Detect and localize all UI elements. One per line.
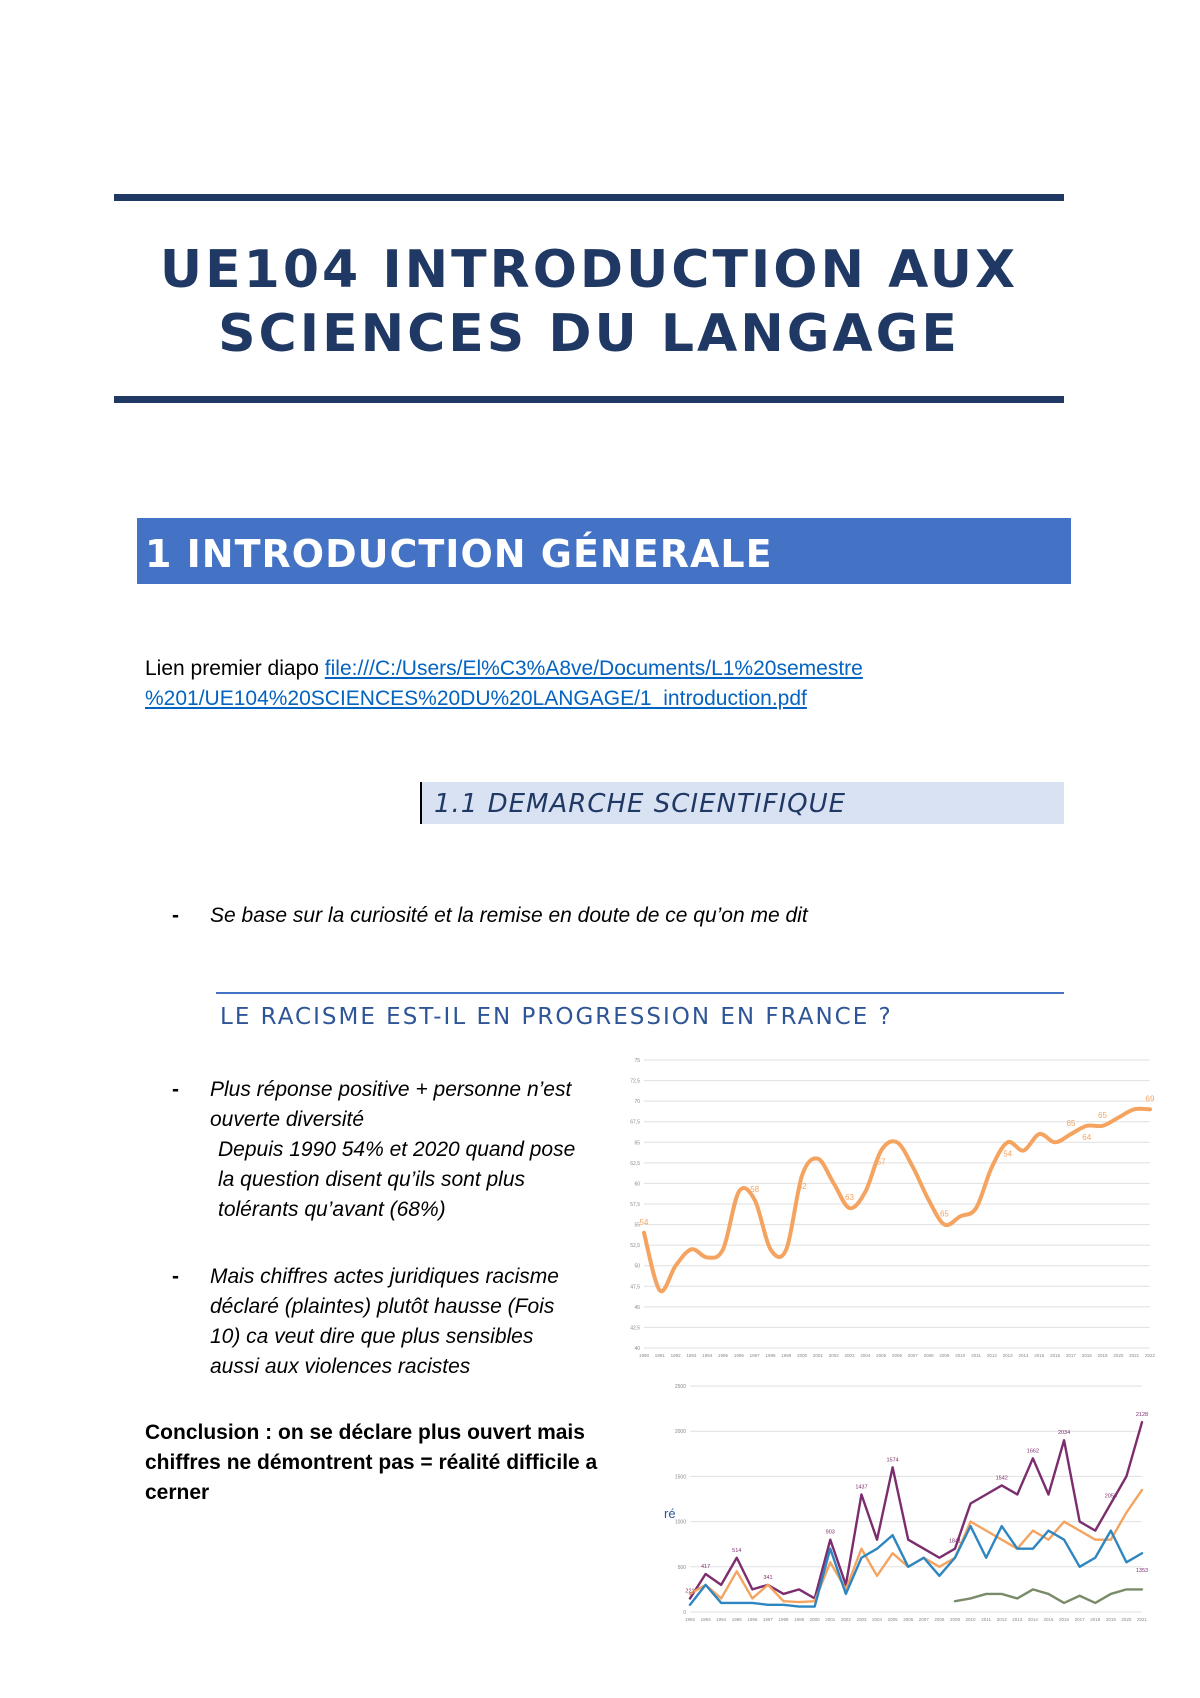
bullet-curiosity-text: Se base sur la curiosité et la remise en doute de ce qu’on me dit (210, 904, 808, 927)
series-line (644, 1109, 1150, 1291)
complaints-line-chart (660, 1380, 1150, 1630)
data-label: 54 (1003, 1149, 1013, 1159)
data-label: 1841 (948, 1538, 962, 1545)
bottom-rule (114, 396, 1064, 403)
y-tick-label: 57,5 (630, 1202, 640, 1208)
x-tick-label: 2019 (1097, 1353, 1108, 1358)
y-tick-label: 65 (634, 1140, 640, 1147)
series-line (690, 1422, 1142, 1598)
y-tick-label: 55 (634, 1222, 640, 1229)
data-label: 65 (939, 1209, 949, 1219)
x-tick-label: 2020 (1113, 1353, 1124, 1358)
x-tick-label: 1995 (718, 1353, 729, 1358)
x-tick-label: 2005 (887, 1617, 898, 1622)
data-label: 57 (876, 1157, 886, 1167)
x-tick-label: 2011 (971, 1353, 981, 1358)
data-label: 65 (1066, 1119, 1076, 1129)
x-tick-label: 2004 (860, 1353, 871, 1358)
bullet-positive-line-3: Depuis 1990 54% et 2020 quand pose (218, 1138, 576, 1161)
x-tick-label: 1994 (702, 1353, 713, 1358)
x-tick-label: 2016 (1059, 1617, 1070, 1622)
data-label: 2128 (1135, 1412, 1149, 1419)
x-tick-label: 2006 (891, 1353, 903, 1358)
x-tick-label: 2015 (1034, 1353, 1045, 1358)
y-tick-label: 62,5 (630, 1160, 640, 1167)
bullet-dash: - (172, 1265, 179, 1288)
conclusion-line-1: Conclusion : on se déclare plus ouvert mais (145, 1421, 585, 1444)
x-tick-label: 2003 (844, 1353, 855, 1358)
y-tick-label: 47,5 (630, 1284, 640, 1291)
x-tick-label: 2010 (965, 1617, 976, 1622)
x-tick-label: 2001 (825, 1617, 836, 1622)
x-tick-label: 1994 (716, 1617, 727, 1622)
data-label: 64 (1082, 1132, 1092, 1142)
subheading-racisme: LE RACISME EST-IL EN PROGRESSION EN FRANCE ? (220, 1004, 893, 1030)
bullet-chiffres-line-1: Mais chiffres actes juridiques racisme (210, 1265, 559, 1288)
tolerance-line-chart (612, 1052, 1158, 1370)
y-tick-label: 0 (683, 1610, 686, 1616)
bullet-curiosity (172, 901, 808, 931)
x-tick-label: 2005 (876, 1353, 887, 1358)
x-tick-label: 1992 (670, 1353, 681, 1358)
conclusion-line-2: chiffres ne démontrent pas = réalité difficile a (145, 1451, 598, 1474)
data-label: 65 (1098, 1110, 1108, 1120)
series-line (955, 1589, 1142, 1603)
x-tick-label: 1999 (781, 1353, 792, 1358)
x-tick-label: 1999 (794, 1617, 805, 1622)
x-tick-label: 2009 (939, 1353, 950, 1358)
top-rule (114, 194, 1064, 201)
x-tick-label: 2021 (1136, 1617, 1148, 1622)
diapo-link-line-1[interactable]: file:///C:/Users/El%C3%A8ve/Documents/L1%20semestre (324, 657, 863, 680)
bullet-chiffres-line-3: 10) ca veut dire que plus sensibles (210, 1325, 534, 1348)
conclusion-paragraph (145, 1418, 615, 1508)
x-tick-label: 2007 (907, 1353, 918, 1358)
x-tick-label: 2014 (1018, 1353, 1029, 1358)
x-tick-label: 2011 (981, 1617, 991, 1622)
y-tick-label: 75 (634, 1058, 640, 1064)
y-tick-label: 50 (634, 1263, 640, 1270)
x-tick-label: 1993 (686, 1353, 697, 1358)
subsection-heading-demarche: 1.1 DEMARCHE SCIENTIFIQUE (420, 782, 1064, 824)
racisme-heading-rule (216, 992, 1064, 994)
data-label: 1437 (855, 1484, 868, 1491)
document-title (114, 238, 1064, 366)
data-label: 1353 (1135, 1568, 1149, 1575)
y-tick-label: 45 (634, 1304, 640, 1311)
x-tick-label: 2012 (996, 1617, 1007, 1622)
x-tick-label: 1997 (749, 1353, 760, 1358)
data-label: 417 (700, 1564, 711, 1571)
bullet-positive-line-5: tolérants qu’avant (68%) (218, 1198, 446, 1221)
bullet-positive-line-1: Plus réponse positive + personne n’est (210, 1078, 572, 1101)
y-tick-label: 1500 (674, 1474, 686, 1481)
data-label: 63 (845, 1193, 855, 1203)
x-tick-label: 1993 (700, 1617, 711, 1622)
data-label: 1542 (995, 1475, 1008, 1482)
x-tick-label: 2013 (1002, 1353, 1013, 1358)
x-tick-label: 2017 (1074, 1617, 1085, 1622)
y-tick-label: 2000 (674, 1429, 686, 1436)
y-tick-label: 1000 (674, 1519, 686, 1526)
x-tick-label: 2002 (840, 1617, 851, 1622)
x-tick-label: 2007 (918, 1617, 929, 1622)
bullet-positive-line-2: ouverte diversité (210, 1108, 365, 1131)
x-tick-label: 2022 (1144, 1353, 1156, 1358)
section-heading-introduction: 1 INTRODUCTION GÉNERALE (137, 518, 1071, 584)
x-tick-label: 2017 (1065, 1353, 1076, 1358)
x-tick-label: 2006 (903, 1617, 914, 1622)
x-tick-label: 1995 (731, 1617, 742, 1622)
y-tick-label: 60 (634, 1181, 640, 1188)
chart-annotation: ré (664, 1506, 676, 1521)
x-tick-label: 1998 (778, 1617, 789, 1622)
data-label: 2034 (1057, 1430, 1071, 1437)
title-line-1: UE104 INTRODUCTION AUX (159, 240, 1019, 300)
x-tick-label: 1996 (733, 1353, 744, 1358)
y-tick-label: 70 (634, 1099, 640, 1106)
x-tick-label: 2018 (1090, 1617, 1101, 1622)
data-label: 903 (825, 1529, 835, 1536)
y-tick-label: 52,5 (630, 1243, 640, 1250)
bullet-dash: - (172, 904, 179, 927)
x-tick-label: 2014 (1027, 1617, 1038, 1622)
x-tick-label: 2010 (955, 1353, 966, 1358)
link-lead-text: Lien premier diapo (145, 657, 325, 680)
y-tick-label: 2500 (674, 1384, 686, 1390)
x-tick-label: 2018 (1081, 1353, 1092, 1358)
y-tick-label: 67,5 (630, 1119, 640, 1126)
x-tick-label: 2000 (797, 1353, 808, 1358)
x-tick-label: 2008 (923, 1353, 934, 1358)
x-tick-label: 2019 (1105, 1617, 1116, 1622)
data-label: 514 (732, 1547, 742, 1554)
bullet-dash: - (172, 1078, 179, 1101)
diapo-link-paragraph (145, 654, 863, 714)
bullet-positive (172, 1075, 600, 1225)
y-tick-label: 40 (634, 1346, 640, 1352)
x-tick-label: 2009 (949, 1617, 960, 1622)
data-label: 1662 (1026, 1448, 1040, 1455)
data-label: 1574 (886, 1457, 899, 1464)
y-tick-label: 500 (677, 1564, 686, 1571)
x-tick-label: 2020 (1121, 1617, 1132, 1622)
series-line (690, 1490, 1142, 1602)
data-label: 54 (639, 1217, 649, 1227)
title-line-2: SCIENCES DU LANGAGE (218, 304, 960, 364)
x-tick-label: 2015 (1043, 1617, 1054, 1622)
x-tick-label: 1998 (765, 1353, 776, 1358)
data-label: 341 (763, 1574, 773, 1581)
y-tick-label: 42,5 (630, 1325, 640, 1332)
bullet-chiffres-line-2: déclaré (plaintes) plutôt hausse (Fois (210, 1295, 555, 1318)
data-label: 58 (750, 1184, 760, 1194)
x-tick-label: 1990 (638, 1353, 650, 1358)
x-tick-label: 1996 (747, 1617, 758, 1622)
x-tick-label: 2004 (872, 1617, 883, 1622)
conclusion-line-3: cerner (145, 1481, 210, 1504)
x-tick-label: 2000 (809, 1617, 820, 1622)
x-tick-label: 2008 (934, 1617, 945, 1622)
data-label: 69 (1145, 1094, 1155, 1104)
x-tick-label: 2003 (856, 1617, 867, 1622)
x-tick-label: 2013 (1012, 1617, 1023, 1622)
x-tick-label: 2001 (812, 1353, 823, 1358)
x-tick-label: 2012 (986, 1353, 997, 1358)
x-tick-label: 1997 (762, 1617, 773, 1622)
data-label: 52 (797, 1182, 807, 1192)
x-tick-label: 1991 (654, 1353, 665, 1358)
x-tick-label: 1992 (684, 1617, 696, 1622)
bullet-chiffres-line-4: aussi aux violences racistes (210, 1355, 471, 1378)
bullet-positive-line-4: la question disent qu’ils sont plus (218, 1168, 526, 1191)
diapo-link-line-2[interactable]: %201/UE104%20SCIENCES%20DU%20LANGAGE/1_introduction.pdf (145, 687, 807, 710)
x-tick-label: 2016 (1050, 1353, 1061, 1358)
bullet-chiffres (172, 1262, 600, 1382)
data-label: 221 (685, 1588, 695, 1595)
y-tick-label: 72,5 (630, 1078, 640, 1085)
x-tick-label: 2002 (828, 1353, 839, 1358)
data-label: 2053 (1104, 1493, 1117, 1500)
x-tick-label: 2021 (1129, 1353, 1140, 1358)
